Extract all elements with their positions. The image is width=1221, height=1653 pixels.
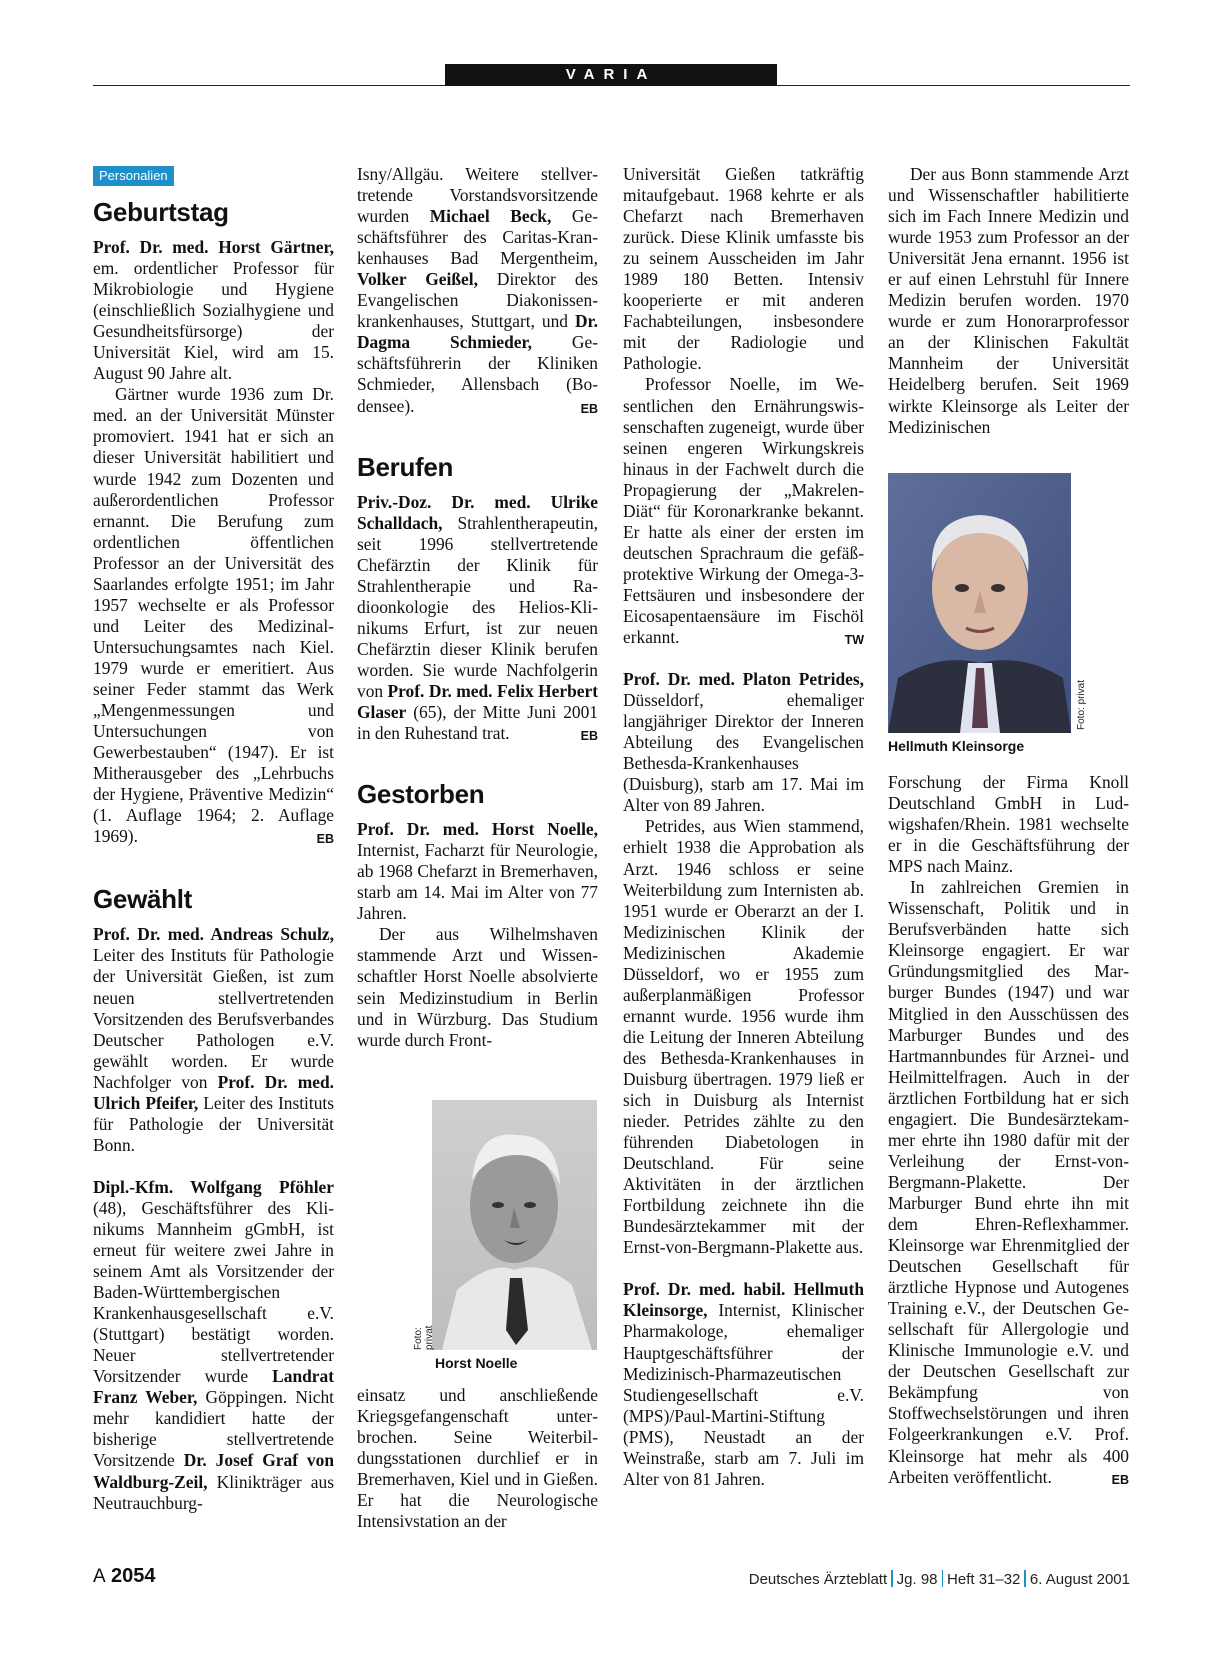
paragraph — [357, 1385, 598, 1532]
paragraph — [623, 374, 864, 648]
paragraph — [623, 164, 864, 374]
photo-caption: Horst Noelle — [435, 1355, 518, 1371]
page-prefix: A — [93, 1566, 106, 1587]
author-initials: EB — [580, 729, 598, 744]
paragraph-text: Direktor des Evangelischen Diakonissenkrankenhauses, Stuttgart, und — [357, 269, 598, 332]
person-name: Dr. Josef Graf von Waldburg-Zeil, — [93, 1450, 334, 1492]
separator — [1024, 1570, 1026, 1587]
paragraph — [357, 492, 598, 745]
paragraph-text: Gärtner wurde 1936 zum Dr. med. an der Universität Münster promoviert. 1941 hat er sich an dieser Universität habilitiert und wurde 1942 zum Dozenten und außerordentlichen Professor ernannt. Die Berufung zum ordentlichen öffentlichen Professor an der Universität des Saarlandes erfolgte 1951; im Jahr 1957 wechselte er als Professor und Leiter des Medizinal-Untersuchungsamtes nach Kiel. 1979 wurde er emeritiert. Aus seiner Feder stammt das Werk „Mengenmessungen und Untersuchungen von Gewerbestauben“ (1947). Er ist Mitherausgeber des „Lehrbuchs der Hygiene, Präventive Medizin“ (1. Auflage 1964; 2. Auflage 1969). — [93, 384, 334, 847]
paragraph — [93, 924, 334, 1156]
paragraph-text: Der aus Wilhelmshaven stammende Arzt und Wissenschaftler Horst Noelle absolvierte sein Medizinstudium in Berlin und in Würzburg. Das Studium wurde durch Front- — [357, 924, 598, 1050]
column-1 — [93, 164, 334, 1514]
column-4 — [888, 164, 1129, 438]
portrait-photo-horst-noelle — [432, 1100, 597, 1350]
paragraph-text: einsatz und anschließende Kriegsgefangenschaft unterbrochen. Seine Weiterbildungsstationen durchlief er in Bremerhaven, Kiel und in Gießen. Er hat die Neurologische Intensivstation an der — [357, 1385, 598, 1532]
paragraph-text: Universität Gießen tatkräftig mitaufgebaut. 1968 kehrte er als Chefarzt nach Bremerhaven zurück. Diese Klinik umfasste bis zu seinem Ausscheiden im Jahr 1989 180 Betten. Intensiv kooperierte er mit anderen Fachabteilungen, insbesondere mit der Radiologie und Pathologie. — [623, 164, 864, 374]
author-initials: EB — [316, 832, 334, 847]
paragraph-text: Professor Noelle, im Wesentlichen den Ernährungswissenschaften zugeneigt, wurde über seinen engeren Wirkungskreis hinaus in der Fachwelt durch die Propagierung der „Makrelen-Diät“ für Koronarkranke bekannt. Er hatte als einer der ersten im deutschen Sprachraum die gefäßprotektive Wirkung der Omega-3-Fettsäuren und insbesondere der Eicosapentaensäure im Fischöl erkannt. — [623, 374, 864, 648]
paragraph — [93, 1177, 334, 1514]
paragraph — [357, 164, 598, 417]
person-name: Prof. Dr. med. habil. Hellmuth Kleinsorge, — [623, 1279, 864, 1321]
paragraph-text: Isny/Allgäu. Weitere stellvertretende Vorstandsvorsitzende wurden — [357, 164, 598, 227]
person-name: Prof. Dr. med. Ulrich Pfeifer, — [93, 1071, 334, 1113]
paragraph-text: Strahlentherapeutin, seit 1996 stellvertretende Chefärztin der Klinik für Strahlentherapie und Radioonkologie des Helios-Klinikums Erfurt, ist zur neuen Chefärztin dieser Klinik berufen worden. Sie wurde Nachfolgerin von — [357, 512, 598, 701]
paragraph — [357, 819, 598, 924]
person-name: Prof. Dr. med. Felix Herbert Glaser — [357, 680, 598, 723]
photo-caption: Hellmuth Kleinsorge — [888, 738, 1025, 754]
paragraph — [93, 384, 334, 847]
person-name: Volker Geißel, — [357, 269, 478, 290]
portrait-illustration — [432, 1100, 597, 1350]
paragraph-text: Internist, Klinischer Pharmakologe, ehemaliger Hauptgeschäftsführer der Medizinisch-Pharmazeutischen Studiengesellschaft e.V. (MPS)/Paul-Martini-Stiftung (PMS), Neustadt an der Weinstraße, starb am 7. Juli im Alter von 81 Jahren. — [623, 1300, 864, 1489]
column-4-continued — [888, 772, 1129, 1491]
separator — [891, 1570, 893, 1587]
paragraph-text: em. ordentlicher Professor für Mikrobiologie und Hygiene (einschließlich Sozialhygiene und Gesundheitsfürsorge) der Universität Kiel, wird am 15. August 90 Jahre alt. — [93, 258, 334, 384]
paragraph — [888, 877, 1129, 1487]
person-name: Prof. Dr. med. Horst Noelle, — [357, 819, 598, 840]
journal-citation — [749, 1570, 1130, 1588]
column-3 — [623, 164, 864, 1490]
paragraph — [623, 669, 864, 816]
person-name: Prof. Dr. med. Horst Gärtner, — [93, 237, 334, 257]
paragraph — [357, 924, 598, 1050]
journal-issue: Heft 31–32 — [947, 1571, 1021, 1588]
column-2 — [357, 164, 598, 1051]
person-name: Landrat Franz Weber, — [93, 1366, 334, 1408]
author-initials: EB — [1111, 1472, 1129, 1487]
paragraph-text: In zahlreichen Gremien in Wissenschaft, Politik und in Berufsverbänden hatte sich Kleinsorge engagiert. Er war Gründungsmitglied des Marburger Bundes (1947) und war Mitglied in den Ausschüssen des Marburger Bundes und des Hartmannbundes für Arznei- und Heilmittelfragen. Auch in der ärztlichen Fortbildung hat er sich engagiert. Die Bundesärztekammer ehrte ihn 1980 dafür mit der Verleihung der Ernst-von-Bergmann-Plakette. Der Marburger Bund ehrte ihn mit dem Ehren-Reflexhammer. Kleinsorge war Ehrenmitglied der Deutschen Gesellschaft für ärztliche Hypnose und Autogenes Training e.V., der Deutschen Gesellschaft für Allergologie und Klinische Immunologie e.V. und der Deutschen Gesellschaft zur Bekämpfung von Stoffwechselstörungen und ihren Folgeerkrankungen e.V. Prof. Kleinsorge hat mehr als 400 Arbeiten veröffentlicht. — [888, 877, 1129, 1487]
section-tag: Personalien — [93, 166, 174, 186]
paragraph-text: Geschäftsführerin der Kliniken Schmieder, Allensbach (Bodensee). — [357, 332, 598, 416]
paragraph-text: (65), der Mitte Juni 2001 in den Ruhestand trat. — [357, 702, 598, 744]
paragraph-text: Klinikträger aus Neutrauchburg- — [93, 1471, 334, 1513]
paragraph — [93, 237, 334, 384]
paragraph-text: Der aus Bonn stammende Arzt und Wissenschaftler habilitierte sich im Fach Innere Medizin und wurde 1953 zum Professor an der Universität Jena ernannt. 1956 ist er auf einen Lehrstuhl für Innere Medizin berufen worden. 1970 wurde er zum Honorarprofessor an der Klinischen Fakultät Mannheim der Universität Heidelberg berufen. Seit 1969 wirkte Kleinsorge als Leiter der Medizinischen — [888, 164, 1129, 437]
paragraph-text: Düsseldorf, ehemaliger langjähriger Direktor der Inneren Abteilung des Evangelischen Bethesda-Krankenhauses (Duisburg), starb am 17. Mai im Alter von 89 Jahren. — [623, 690, 864, 816]
paragraph-text: Petrides, aus Wien stammend, erhielt 1938 die Approbation als Arzt. 1946 schloss er seine Weiterbildung zum Internisten ab. 1951 wurde er Oberarzt an der I. Medizinischen Klinik der Medizinischen Akademie Düsseldorf, wo er 1955 zum außerplanmäßigen Professor ernannt wurde. 1956 wurde ihm die Leitung der Inneren Abteilung des Bethesda-Krankenhauses in Duisburg übertragen. 1979 ließ er sich in Duisburg als Internist nieder. Petrides zählte zu den führenden Diabetologen in Deutschland. Für seine Aktivitäten in der ärztlichen Fortbildung zeichnete ihn die Bundesärztekammer mit der Ernst-von-Bergmann-Plakette aus. — [623, 816, 864, 1258]
author-initials: TW — [844, 633, 864, 648]
journal-volume: Jg. 98 — [896, 1571, 938, 1588]
person-name: Prof. Dr. med. Platon Petrides, — [623, 669, 864, 690]
separator — [942, 1570, 944, 1587]
person-name: Dr. Dagma Schmieder, — [357, 311, 598, 353]
column-2-continued — [357, 1385, 598, 1532]
person-name: Dipl.-Kfm. Wolfgang Pföhler — [93, 1176, 334, 1197]
heading-gestorben: Gestorben — [357, 779, 485, 810]
person-name: Michael Beck, — [429, 206, 552, 227]
portrait-photo-hellmuth-kleinsorge — [888, 473, 1071, 733]
heading-gewaehlt: Gewählt — [93, 884, 193, 915]
paragraph — [623, 816, 864, 1258]
page-number — [93, 1565, 155, 1588]
page-number-value: 2054 — [110, 1565, 156, 1587]
portrait-illustration — [888, 473, 1071, 733]
paragraph-text: Forschung der Firma Knoll Deutschland GmbH in Ludwigshafen/Rhein. 1981 wechselte er in die Geschäftsführung der MPS nach Mainz. — [888, 772, 1129, 877]
paragraph-text: (48), Geschäftsführer des Klinikums Mannheim gGmbH, ist erneut für weitere zwei Jahre in seinem Amt als Vorsitzender der Baden-Württembergischen Krankenhausgesellschaft e.V. (Stuttgart) bestätigt worden. Neuer stellvertretender Vorsitzender wurde — [93, 1197, 334, 1387]
paragraph-text: Leiter des Instituts für Pathologie der Universität Bonn. — [93, 1092, 334, 1155]
paragraph — [888, 772, 1129, 877]
journal-name: Deutsches Ärzteblatt — [748, 1571, 888, 1588]
heading-geburtstag: Geburtstag — [93, 197, 229, 227]
journal-date: 6. August 2001 — [1029, 1571, 1130, 1588]
person-name: Priv.-Doz. Dr. med. Ulrike Schalldach, — [357, 491, 598, 533]
section-header: VARIA — [445, 64, 777, 86]
heading-berufen: Berufen — [357, 451, 454, 482]
paragraph-text: Leiter des Instituts für Pathologie der Universität Gießen, ist zum neuen stellvertretenden Vorsitzenden des Berufsverbandes Deutscher Pathologen e.V. gewählt worden. Er wurde Nachfolger von — [93, 945, 334, 1092]
paragraph-text: Geschäftsführer des Caritas-Krankenhauses Bad Mergentheim, — [357, 206, 598, 269]
person-name: Prof. Dr. med. Andreas Schulz, — [93, 924, 334, 945]
paragraph — [888, 164, 1129, 438]
paragraph-text: Internist, Facharzt für Neurologie, ab 1968 Chefarzt in Bremerhaven, starb am 14. Mai im Alter von 77 Jahren. — [357, 840, 598, 924]
author-initials: EB — [580, 401, 598, 416]
paragraph-text: Göppingen. Nicht mehr kandidiert hatte der bisherige stellvertretende Vorsitzende — [93, 1387, 334, 1471]
photo-credit: Foto: privat — [413, 1325, 435, 1350]
photo-credit: Foto: privat — [1076, 679, 1087, 730]
paragraph — [623, 1279, 864, 1489]
